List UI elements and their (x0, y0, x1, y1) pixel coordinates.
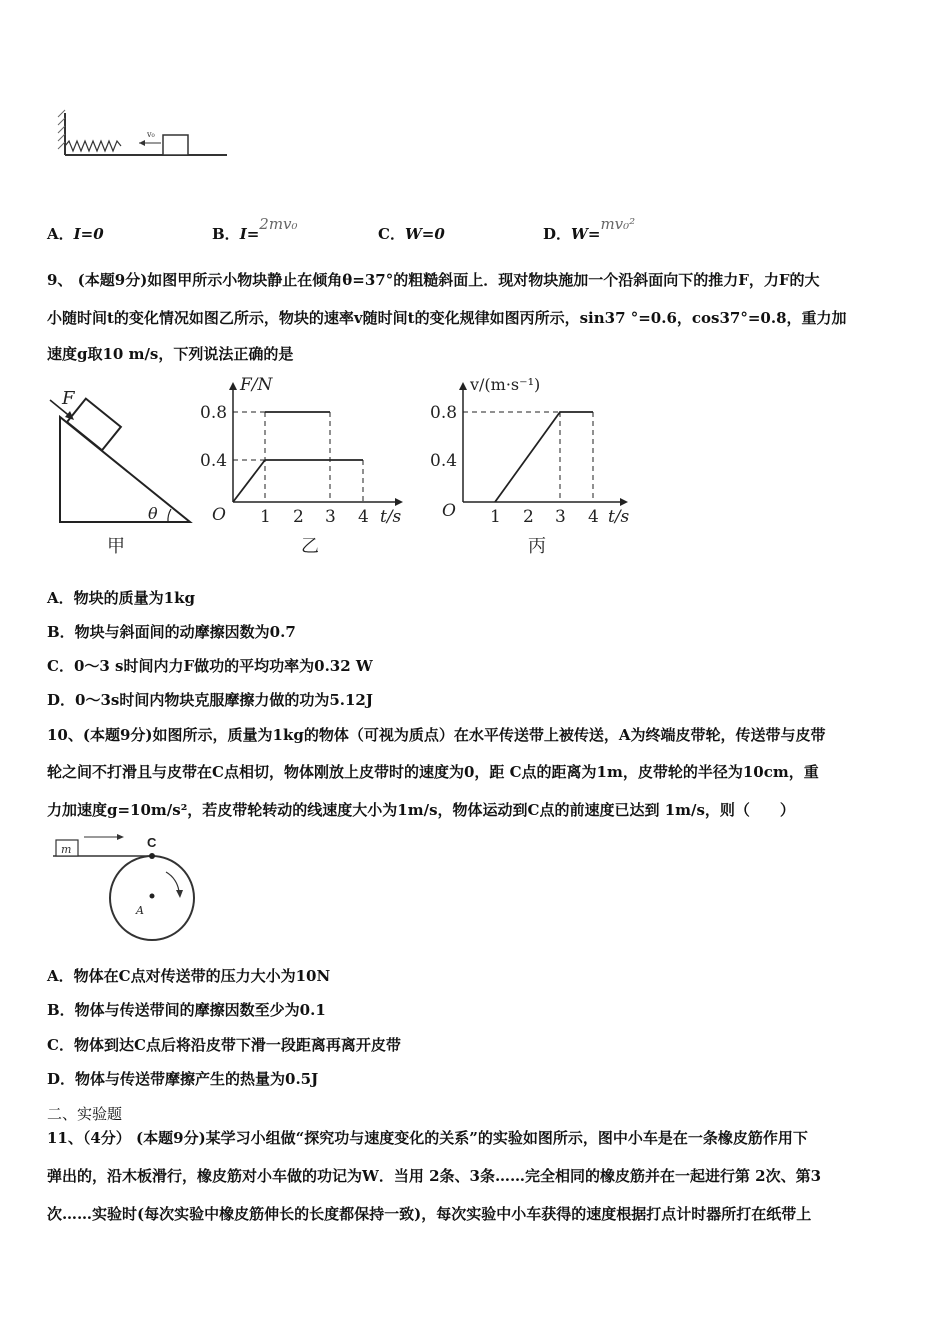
q9-option-d: D．0～3s时间内物块克服摩擦力做的功为5.12J (47, 691, 373, 709)
q9-bing-xtick-1: 1 (490, 507, 501, 527)
q8-spring-figure (55, 105, 235, 165)
q9-yi-ytick-04: 0.4 (200, 451, 228, 471)
q9-line-2: 小随时间t的变化情况如图乙所示，物块的速率v随时间t的变化规律如图丙所示，sin37 °=0.6，cos37°=0.8，重力加 (47, 309, 847, 327)
q9-yi-ylabel: F/N (240, 375, 273, 395)
q9-line-1: 9、 (本题9分)如图甲所示小物块静止在倾角θ=37°的粗糙斜面上．现对物块施加一个沿斜面向下的推力F，力F的大 (47, 271, 820, 289)
q10-line-1: 10、(本题9分)如图所示，质量为1kg的物体（可视为质点）在水平传送带上被传送，A为终端皮带轮，传送带与皮带 (47, 726, 826, 744)
q9-bing-xtick-3: 3 (555, 507, 566, 527)
q8-option-b-text: I= (239, 225, 260, 243)
q9-yi-origin: O (212, 505, 226, 525)
q8-option-b (212, 215, 298, 244)
q8-option-d (543, 215, 636, 244)
q10-option-d: D．物体与传送带摩擦产生的热量为0.5J (47, 1070, 319, 1088)
q10-center-a-label: A (136, 904, 144, 917)
q10-option-b: B．物体与传送带间的摩擦因数至少为0.1 (47, 1001, 326, 1019)
q9-bing-ytick-04: 0.4 (430, 451, 458, 471)
q9-caption-jia: 甲 (107, 536, 125, 557)
q10-block-label: m (61, 843, 72, 856)
q8-v0-label: v₀ (147, 130, 155, 139)
q8-option-d-letter: D． (543, 225, 572, 243)
q9-angle-label: θ (148, 504, 158, 523)
q9-bing-xtick-2: 2 (523, 507, 534, 527)
q8-option-b-formula: 2mv₀ (259, 215, 298, 233)
q11-line-1: 11、（4分） (本题9分)某学习小组做“探究功与速度变化的关系”的实验如图所示，图中小车是在一条橡皮筋作用下 (47, 1129, 808, 1147)
q9-bing-origin: O (442, 501, 456, 521)
q10-line-2: 轮之间不打滑且与皮带在C点相切，物体刚放上皮带时的速度为0，距 C点的距离为1m，皮带轮的半径为10cm，重 (47, 763, 819, 781)
section-title-experiment: 二、实验题 (47, 1105, 123, 1123)
q10-option-a: A．物体在C点对传送带的压力大小为10N (47, 967, 331, 985)
q9-yi-xtick-1: 1 (260, 507, 271, 527)
q9-yi-xtick-3: 3 (325, 507, 336, 527)
q10-option-c: C．物体到达C点后将沿皮带下滑一段距离再离开皮带 (47, 1036, 401, 1054)
q8-option-c-letter: C． (378, 225, 405, 243)
q9-option-c: C．0～3 s时间内力F做功的平均功率为0.32 W (47, 657, 373, 675)
q8-option-a-text: I=0 (73, 225, 104, 243)
q9-option-b: B．物块与斜面间的动摩擦因数为0.7 (47, 623, 296, 641)
q9-caption-yi: 乙 (301, 536, 319, 557)
q11-line-3: 次……实验时(每次实验中橡皮筋伸长的长度都保持一致)，每次实验中小车获得的速度根据打点计时器所打在纸带上 (47, 1205, 812, 1223)
q9-figure-bing (428, 372, 643, 562)
q9-yi-ytick-08: 0.8 (200, 403, 228, 423)
q10-line-3: 力加速度g=10m/s²，若皮带轮转动的线速度大小为1m/s，物体运动到C点的前速度已达到 1m/s，则（ ） (47, 801, 795, 819)
q8-option-a (47, 224, 104, 244)
q8-option-c-text: W=0 (404, 225, 445, 243)
q9-bing-xlabel: t/s (608, 507, 630, 527)
q9-caption-bing: 丙 (528, 536, 546, 557)
q10-point-c-label: C (147, 835, 157, 850)
q8-option-b-letter: B． (212, 225, 240, 243)
q9-bing-ytick-08: 0.8 (430, 403, 458, 423)
q9-figure-yi (198, 372, 413, 562)
q9-bing-xtick-4: 4 (588, 507, 599, 527)
q9-yi-xlabel: t/s (380, 507, 402, 527)
q10-belt-figure (48, 828, 208, 948)
q9-yi-xtick-4: 4 (358, 507, 369, 527)
q8-option-a-letter: A． (47, 225, 74, 243)
q8-option-d-formula: mv₀² (600, 215, 636, 233)
q9-option-a: A．物块的质量为1kg (47, 589, 195, 607)
q9-yi-xtick-2: 2 (293, 507, 304, 527)
q9-line-3: 速度g取10 m/s，下列说法正确的是 (47, 345, 294, 363)
q9-figure-jia (40, 382, 200, 562)
q11-line-2: 弹出的，沿木板滑行，橡皮筋对小车做的功记为W．当用 2条、3条……完全相同的橡皮筋并在一起进行第 2次、第3 (47, 1167, 822, 1185)
q9-bing-ylabel: v/(m·s⁻¹) (470, 375, 541, 394)
q9-force-label: F (62, 388, 75, 409)
q8-option-d-text: W= (571, 225, 601, 243)
q8-option-c (378, 224, 445, 244)
